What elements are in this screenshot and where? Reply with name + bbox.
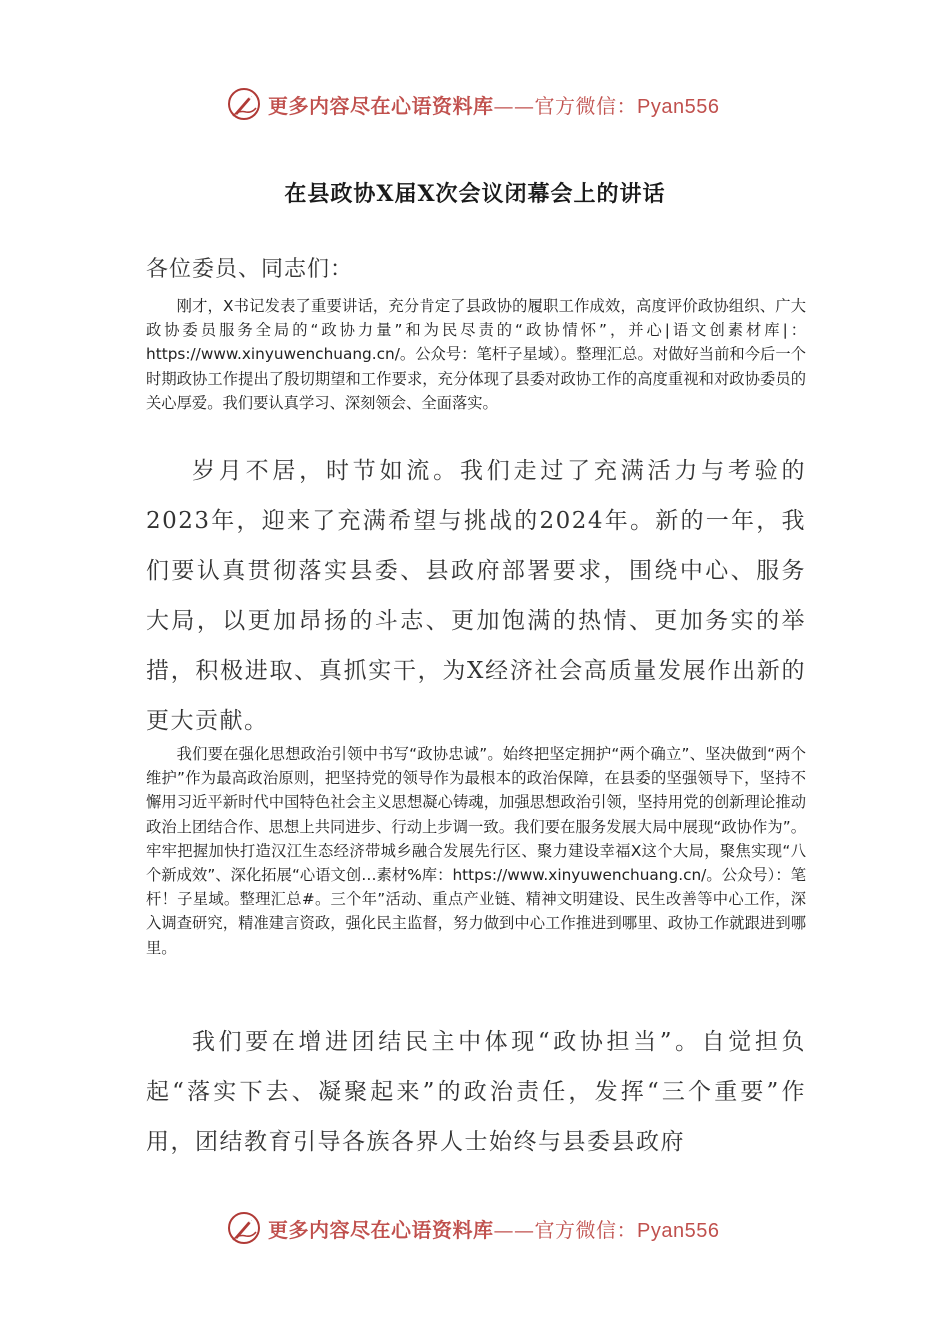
paragraph-2: 岁月不居，时节如流。我们走过了充满活力与考验的2023年，迎来了充满希望与挑战的2024年。新的一年，我们要认真贯彻落实县委、县政府部署要求，围绕中心、服务大局，以更加昂扬的斗志、更加饱满的热情、更加务实的举措，积极进取、真抓实干，为X经济社会高质量发展作出新的更大贡献。: [146, 458, 806, 734]
banner-dash: ——: [493, 1217, 535, 1242]
banner-wechat-label: 官方微信：: [534, 1217, 637, 1242]
banner-text: [268, 1214, 719, 1243]
banner-brand: 更多内容尽在心语资料库: [268, 1217, 494, 1242]
paragraph-4: 我们要在增进团结民主中体现“政协担当”。自觉担负起“落实下去、凝聚起来”的政治责任，发挥“三个重要”作用，团结教育引导各族各界人士始终与县委县政府: [146, 1029, 806, 1155]
pen-nib-logo-icon: [226, 1210, 262, 1246]
pen-nib-logo-icon: [226, 86, 262, 122]
banner-brand: 更多内容尽在心语资料库: [268, 93, 494, 118]
banner-dash: ——: [493, 93, 535, 118]
banner-text: [268, 90, 719, 119]
footer-banner: [226, 1208, 746, 1248]
salutation: 各位委员、同志们：: [146, 257, 354, 282]
banner-wechat-id: Pyan556: [637, 1219, 720, 1242]
banner-wechat-label: 官方微信：: [534, 93, 637, 118]
banner-wechat-id: Pyan556: [637, 95, 720, 118]
header-banner: [226, 84, 746, 124]
document-title: 在县政协X届X次会议闭幕会上的讲话: [284, 181, 666, 207]
paragraph-1: 刚才，X书记发表了重要讲话，充分肯定了县政协的履职工作成效，高度评价政协组织、广大政协委员服务全局的“政协力量”和为民尽责的“政协情怀”，并心|语文创素材库|：https://www.xinyuwenchuang.cn/。公众号：笔杆子星域）。整理汇总。对做好当前和今后一个时期政协工作提出了殷切期望和工作要求，充分体现了县委对政协工作的高度重视和对政协委员的关心厚爱。我们要认真学习、深刻领会、全面落实。: [146, 297, 806, 412]
paragraph-3: 我们要在强化思想政治引领中书写“政协忠诚”。始终把坚定拥护“两个确立”、坚决做到“两个维护”作为最高政治原则，把坚持党的领导作为最根本的政治保障，在县委的坚强领导下，坚持不懈用习近平新时代中国特色社会主义思想凝心铸魂，加强思想政治引领，坚持用党的创新理论推动政治上团结合作、思想上共同进步、行动上步调一致。我们要在服务发展大局中展现“政协作为”。牢牢把握加快打造汉江生态经济带城乡融合发展先行区、聚力建设幸福X这个大局，聚焦实现“八个新成效”、深化拓展“心语文创…素材%库：https://www.xinyuwenchuang.cn/。公众号）：笔杆！子星域。整理汇总#。三个年”活动、重点产业链、精神文明建设、民生改善等中心工作，深入调查研究，精准建言资政，强化民主监督，努力做到中心工作推进到哪里、政协工作就跟进到哪里。: [146, 745, 806, 957]
